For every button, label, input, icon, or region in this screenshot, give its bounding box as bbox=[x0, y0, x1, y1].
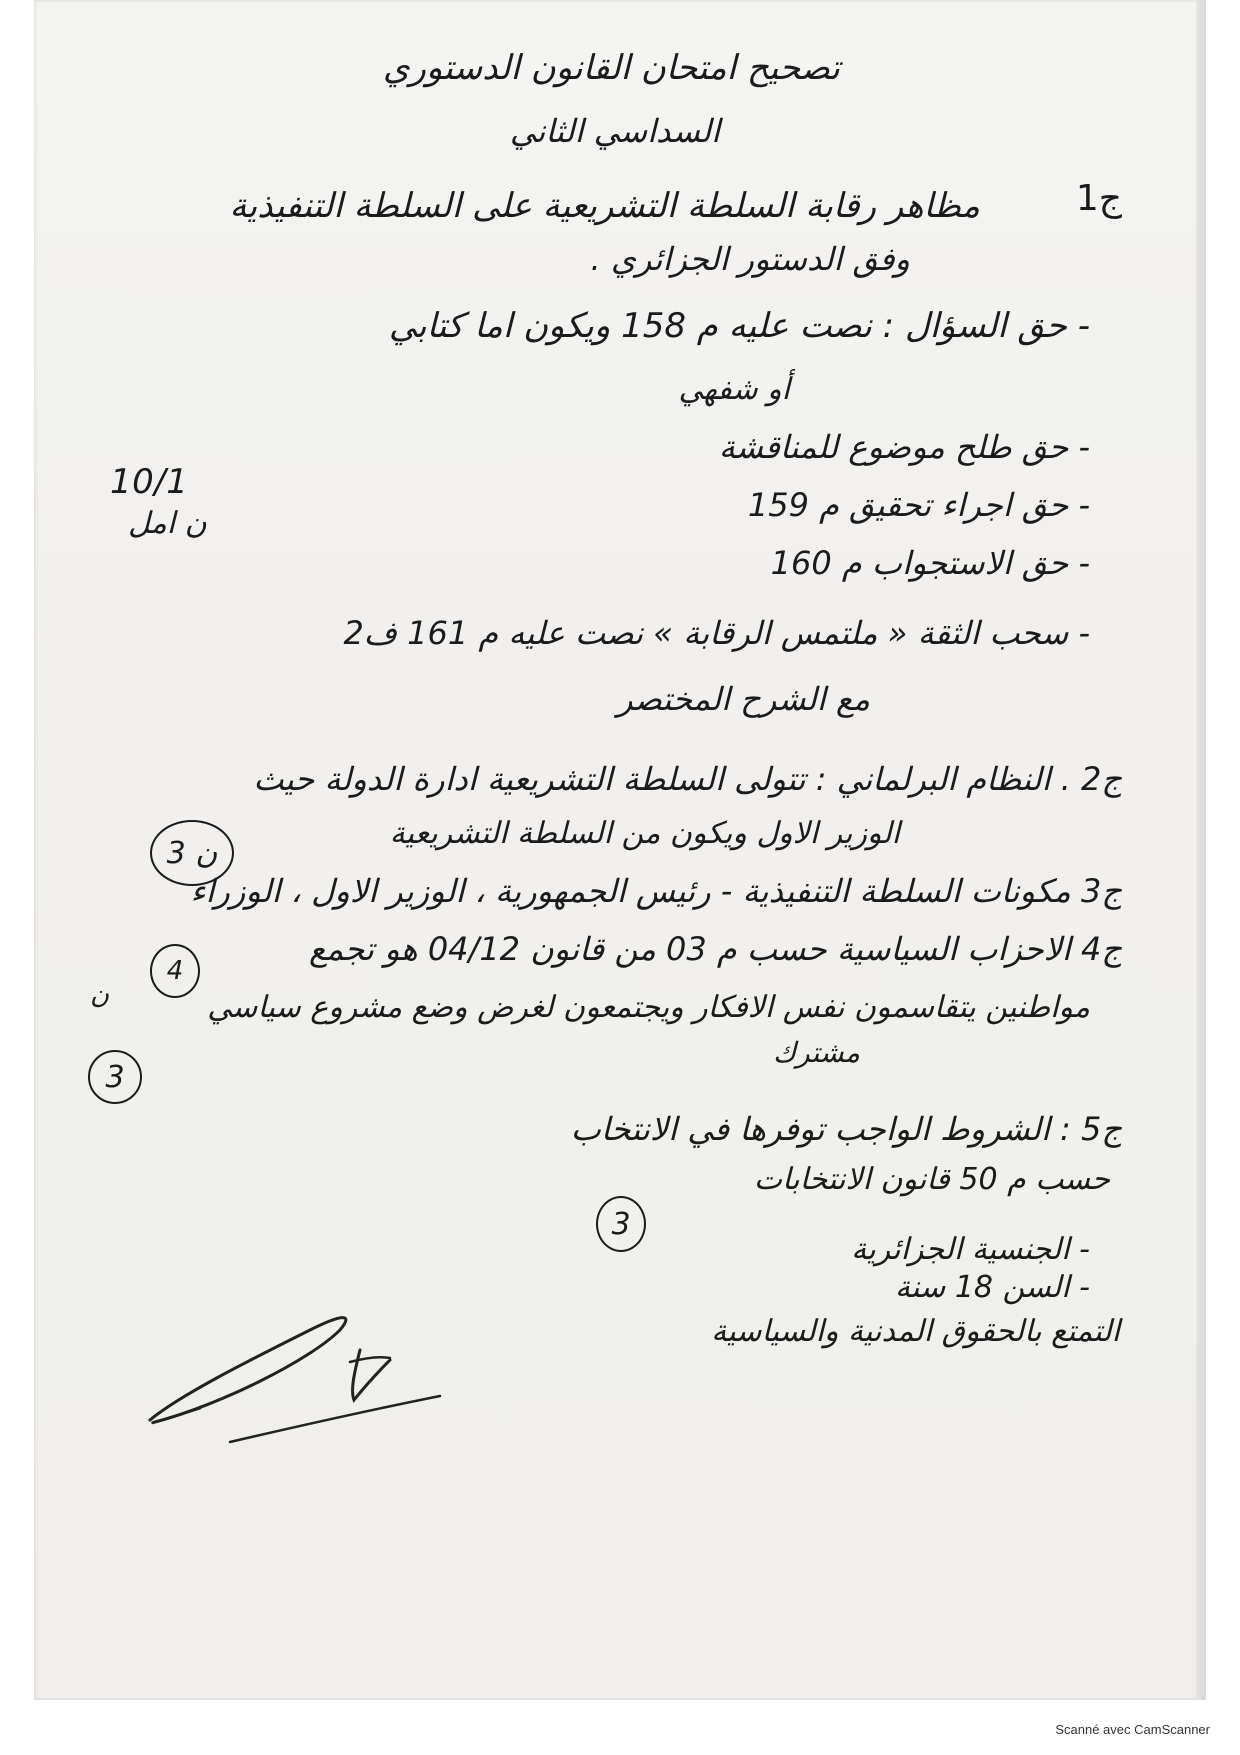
q5-line3: - الجنسية الجزائرية bbox=[851, 1232, 1090, 1267]
signature bbox=[140, 1300, 460, 1460]
q4-line2: مواطنين يتقاسمون نفس الافكار ويجتمعون لغرض وضع مشروع سياسي bbox=[207, 990, 1090, 1025]
sheet-edge bbox=[1196, 0, 1206, 1700]
q5-line2: حسب م 50 قانون الانتخابات bbox=[753, 1162, 1110, 1197]
q1-number: ج1 bbox=[1075, 178, 1122, 219]
q2-line2: الوزير الاول ويكون من السلطة التشريعية bbox=[389, 816, 900, 851]
q1-margin-score: 10/1 bbox=[110, 462, 189, 502]
document-subtitle: السداسي الثاني bbox=[509, 112, 720, 150]
q1-item-interpellation: - حق الاستجواب م 160 bbox=[770, 544, 1090, 582]
q4-score-circle-a bbox=[150, 944, 200, 998]
q4-line1: ج4 الاحزاب السياسية حسب م 03 من قانون 04/12 هو تجمع bbox=[308, 930, 1122, 968]
scanner-footer: Scanné avec CamScanner bbox=[1055, 1722, 1210, 1737]
q4-line3: مشترك bbox=[773, 1036, 860, 1069]
q2-line1-text: النظام البرلماني : تتولى السلطة التشريعية ادارة الدولة حيث bbox=[253, 760, 1051, 798]
q1-heading-line2: وفق الدستور الجزائري . bbox=[590, 240, 910, 278]
q4-score-b: 3 bbox=[105, 1059, 125, 1095]
q1-item-question-right-cont: أو شفهي bbox=[678, 372, 790, 407]
q1-item-censure: - سحب الثقة « ملتمس الرقابة » نصت عليه م 161 ف2 bbox=[343, 614, 1090, 652]
q2-line1: ج2 . النظام البرلماني : تتولى السلطة التشريعية ادارة الدولة حيث bbox=[253, 760, 1122, 798]
document-title: تصحيح امتحان القانون الدستوري bbox=[382, 48, 840, 88]
q5-line1: ج5 : الشروط الواجب توفرها في الانتخاب bbox=[570, 1110, 1122, 1148]
q1-heading-line1: مظاهر رقابة السلطة التشريعية على السلطة التنفيذية bbox=[229, 186, 980, 226]
q5-score-circle bbox=[596, 1196, 646, 1252]
q4-score-unit: ن bbox=[90, 980, 110, 1010]
q3-line1: ج3 مكونات السلطة التنفيذية - رئيس الجمهورية ، الوزير الاول ، الوزراء bbox=[190, 872, 1122, 910]
q1-item-debate: - حق طلح موضوع للمناقشة bbox=[718, 428, 1090, 466]
q1-item-inquiry: - حق اجراء تحقيق م 159 bbox=[747, 486, 1090, 524]
q2-number: ج2 bbox=[1080, 760, 1122, 798]
q5-score: 3 bbox=[611, 1206, 631, 1242]
q4-score-circle-b bbox=[88, 1050, 142, 1104]
q1-margin-score-note: ن امل bbox=[128, 506, 207, 541]
q2-score: 3 ن bbox=[166, 835, 218, 871]
q1-item-censure-cont: مع الشرح المختصر bbox=[617, 680, 870, 718]
q1-item-question-right: - حق السؤال : نصت عليه م 158 ويكون اما كتابي bbox=[388, 306, 1090, 346]
q5-line5: التمتع بالحقوق المدنية والسياسية bbox=[711, 1314, 1120, 1349]
q4-score-a: 4 bbox=[166, 956, 184, 986]
q5-line4: - السن 18 سنة bbox=[895, 1270, 1090, 1305]
